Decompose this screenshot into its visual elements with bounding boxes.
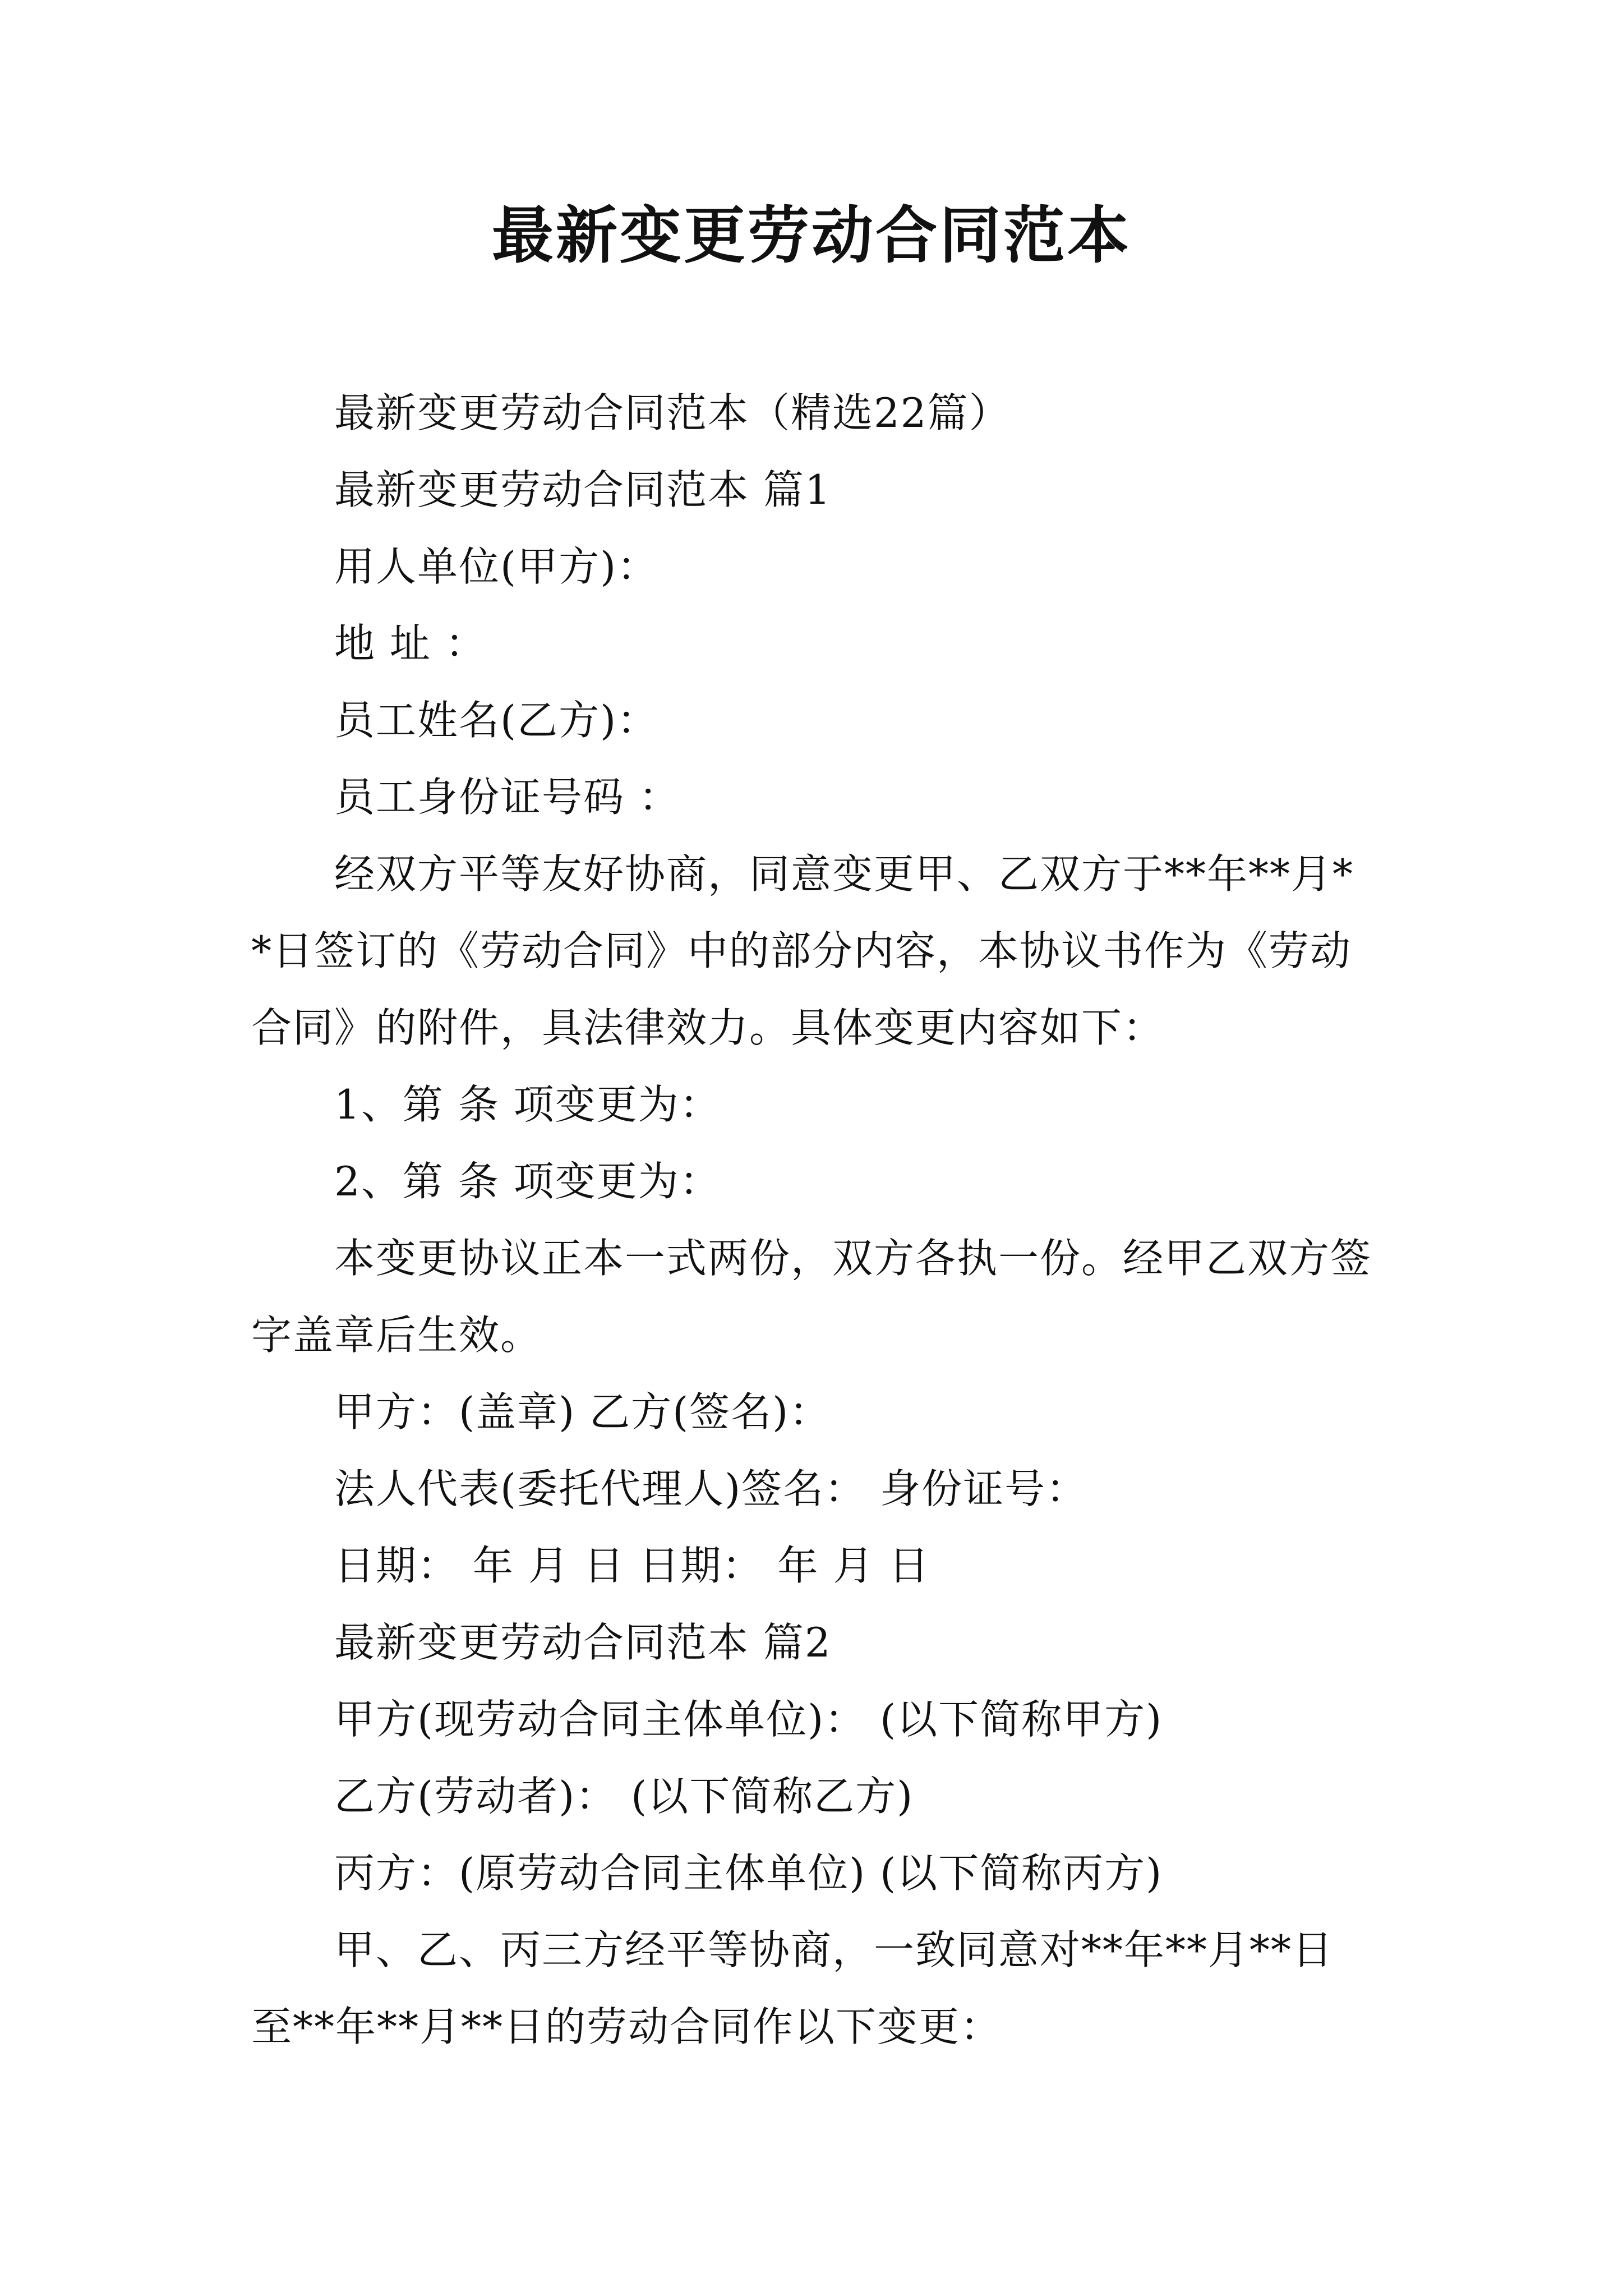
document-title: 最新变更劳动合同范本 (492, 199, 1131, 272)
signature-dates: 日期： 年 月 日 日期： 年 月 日 (334, 1542, 930, 1589)
party-c-field: 丙方：(原劳动合同主体单位) (以下简称丙方) (334, 1849, 1163, 1897)
paragraph-copies: 本变更协议正本一式两份，双方各执一份。经甲乙双方签字盖章后生效。 (251, 1235, 1372, 1359)
signature-representative: 法人代表(委托代理人)签名： 身份证号： (334, 1465, 1088, 1512)
employer-field: 用人单位(甲方)： (334, 543, 659, 590)
signature-parties: 甲方：(盖章) 乙方(签名)： (334, 1388, 831, 1435)
document-body (251, 375, 1373, 2065)
paragraph-agreement: 经双方平等友好协商，同意变更甲、乙双方于**年**月**日签订的《劳动合同》中的部分内容，本协议书作为《劳动合同》的附件，具法律效力。具体变更内容如下： (251, 850, 1354, 1051)
change-item-1: 1、第 条 项变更为： (334, 1081, 721, 1128)
section-heading-1: 最新变更劳动合同范本 篇1 (334, 466, 832, 513)
party-a-field: 甲方(现劳动合同主体单位)： (以下简称甲方) (334, 1696, 1163, 1743)
paragraph-three-party: 甲、乙、丙三方经平等协商，一致同意对**年**月**日至**年**月**日的劳动合同作以下变更： (251, 1926, 1334, 2050)
paragraph-subtitle: 最新变更劳动合同范本（精选22篇） (334, 389, 1011, 436)
address-field: 地 址 ： (334, 620, 487, 667)
employee-name-field: 员工姓名(乙方)： (334, 697, 659, 744)
party-b-field: 乙方(劳动者)： (以下简称乙方) (334, 1773, 914, 1820)
employee-id-field: 员工身份证号码 ： (334, 774, 680, 821)
section-heading-2: 最新变更劳动合同范本 篇2 (334, 1619, 832, 1666)
change-item-2: 2、第 条 项变更为： (334, 1158, 721, 1205)
